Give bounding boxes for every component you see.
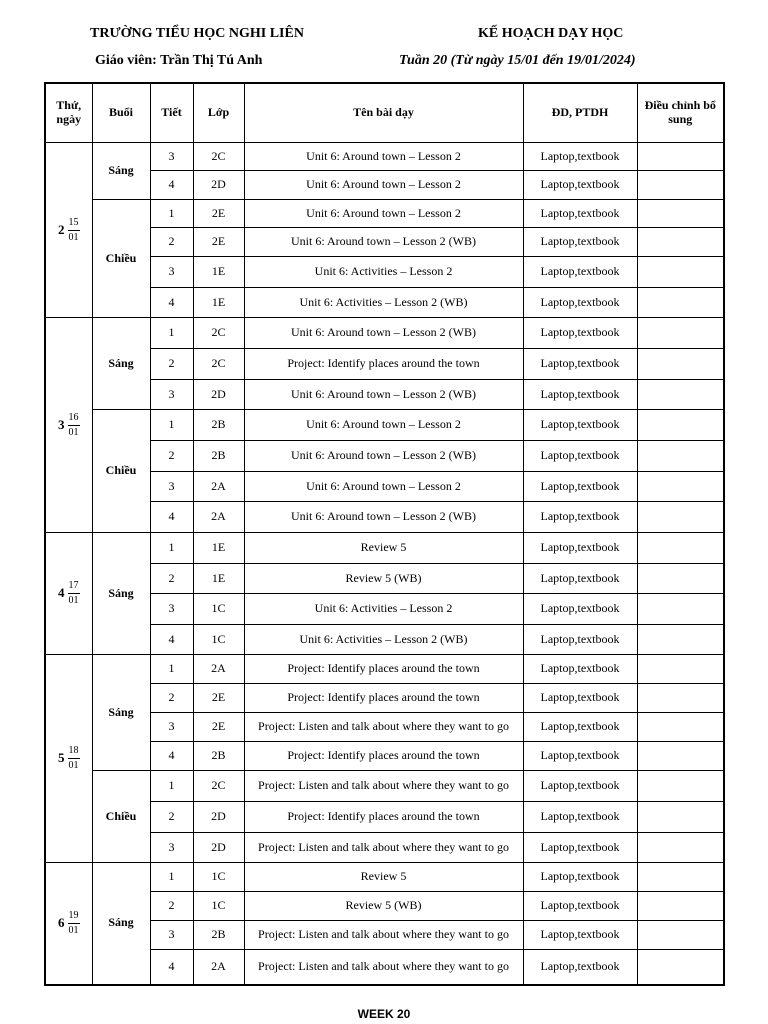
equipment-cell: Laptop,textbook — [523, 257, 637, 288]
equipment-cell: Laptop,textbook — [523, 713, 637, 742]
period-cell: 2 — [150, 349, 193, 380]
adjust-cell — [637, 625, 724, 655]
date-day: 16 — [68, 413, 80, 426]
adjust-cell — [637, 143, 724, 171]
class-cell: 2D — [193, 380, 244, 410]
class-cell: 2E — [193, 684, 244, 713]
lesson-cell: Review 5 (WB) — [244, 564, 523, 594]
lesson-cell: Unit 6: Around town – Lesson 2 (WB) — [244, 228, 523, 257]
equipment-cell: Laptop,textbook — [523, 594, 637, 625]
day-cell — [45, 318, 92, 533]
class-cell: 2A — [193, 655, 244, 684]
table-row — [45, 863, 724, 892]
class-cell: 2C — [193, 771, 244, 802]
table-body — [45, 143, 724, 985]
equipment-cell: Laptop,textbook — [523, 863, 637, 892]
date-month: 01 — [68, 231, 79, 243]
adjust-cell — [637, 684, 724, 713]
period-cell: 1 — [150, 771, 193, 802]
period-cell: 2 — [150, 441, 193, 472]
class-cell: 1C — [193, 863, 244, 892]
day-label — [58, 413, 80, 438]
period-cell: 2 — [150, 228, 193, 257]
equipment-cell: Laptop,textbook — [523, 684, 637, 713]
adjust-cell — [637, 349, 724, 380]
class-cell: 2C — [193, 143, 244, 171]
lesson-cell: Unit 6: Activities – Lesson 2 (WB) — [244, 625, 523, 655]
equipment-cell: Laptop,textbook — [523, 441, 637, 472]
period-cell: 4 — [150, 288, 193, 318]
equipment-cell: Laptop,textbook — [523, 564, 637, 594]
period-cell: 4 — [150, 742, 193, 771]
adjust-cell — [637, 655, 724, 684]
day-date-fraction — [68, 581, 80, 606]
adjust-cell — [637, 502, 724, 533]
table-row — [45, 533, 724, 564]
period-cell: 4 — [150, 502, 193, 533]
class-cell: 2D — [193, 802, 244, 833]
adjust-cell — [637, 472, 724, 502]
period-cell: 2 — [150, 802, 193, 833]
day-label — [58, 218, 80, 243]
lesson-cell: Unit 6: Around town – Lesson 2 — [244, 171, 523, 200]
day-cell — [45, 655, 92, 863]
lesson-cell: Project: Listen and talk about where they want to go — [244, 950, 523, 985]
header-class: Lớp — [193, 83, 244, 143]
class-cell: 1E — [193, 533, 244, 564]
day-date-fraction — [68, 746, 80, 771]
class-cell: 2E — [193, 228, 244, 257]
day-cell — [45, 533, 92, 655]
equipment-cell: Laptop,textbook — [523, 349, 637, 380]
adjust-cell — [637, 171, 724, 200]
weekday-number: 6 — [58, 914, 65, 930]
equipment-cell: Laptop,textbook — [523, 502, 637, 533]
plan-title: KẾ HOẠCH DẠY HỌC — [478, 26, 624, 41]
class-cell: 1E — [193, 564, 244, 594]
period-cell: 1 — [150, 410, 193, 441]
adjust-cell — [637, 200, 724, 228]
class-cell: 2C — [193, 349, 244, 380]
class-cell: 2E — [193, 200, 244, 228]
adjust-cell — [637, 441, 724, 472]
period-cell: 4 — [150, 171, 193, 200]
equipment-cell: Laptop,textbook — [523, 833, 637, 863]
lesson-cell: Project: Identify places around the town — [244, 742, 523, 771]
class-cell: 2C — [193, 318, 244, 349]
header-lesson: Tên bài dạy — [244, 83, 523, 143]
day-cell — [45, 863, 92, 985]
lesson-cell: Project: Identify places around the town — [244, 802, 523, 833]
period-cell: 3 — [150, 257, 193, 288]
adjust-cell — [637, 228, 724, 257]
adjust-cell — [637, 713, 724, 742]
day-label — [58, 581, 80, 606]
day-date-fraction — [68, 413, 80, 438]
equipment-cell: Laptop,textbook — [523, 771, 637, 802]
header-session: Buổi — [92, 83, 150, 143]
day-date-fraction — [68, 911, 80, 936]
adjust-cell — [637, 380, 724, 410]
equipment-cell: Laptop,textbook — [523, 742, 637, 771]
period-cell: 2 — [150, 564, 193, 594]
day-cell — [45, 143, 92, 318]
equipment-cell: Laptop,textbook — [523, 892, 637, 921]
period-cell: 3 — [150, 713, 193, 742]
header-row — [45, 83, 724, 143]
adjust-cell — [637, 950, 724, 985]
day-date-fraction — [68, 218, 80, 243]
lesson-cell: Unit 6: Activities – Lesson 2 (WB) — [244, 288, 523, 318]
header-period: Tiết — [150, 83, 193, 143]
session-cell: Sáng — [92, 143, 150, 200]
period-cell: 2 — [150, 684, 193, 713]
lesson-cell: Project: Listen and talk about where they want to go — [244, 833, 523, 863]
lesson-cell: Unit 6: Around town – Lesson 2 (WB) — [244, 441, 523, 472]
school-name: TRƯỜNG TIỂU HỌC NGHI LIÊN — [90, 26, 304, 41]
adjust-cell — [637, 863, 724, 892]
lesson-cell: Unit 6: Around town – Lesson 2 — [244, 410, 523, 441]
adjust-cell — [637, 288, 724, 318]
lesson-cell: Project: Identify places around the town — [244, 655, 523, 684]
equipment-cell: Laptop,textbook — [523, 200, 637, 228]
day-label — [58, 911, 80, 936]
equipment-cell: Laptop,textbook — [523, 318, 637, 349]
date-month: 01 — [68, 595, 79, 606]
lesson-cell: Unit 6: Around town – Lesson 2 — [244, 472, 523, 502]
table-row — [45, 771, 724, 802]
session-cell: Sáng — [92, 533, 150, 655]
date-day: 15 — [68, 218, 80, 231]
lesson-cell: Project: Identify places around the town — [244, 684, 523, 713]
equipment-cell: Laptop,textbook — [523, 171, 637, 200]
adjust-cell — [637, 257, 724, 288]
date-day: 18 — [68, 746, 80, 759]
table-row — [45, 655, 724, 684]
class-cell: 2A — [193, 502, 244, 533]
lesson-cell: Unit 6: Around town – Lesson 2 (WB) — [244, 380, 523, 410]
day-label — [58, 746, 80, 771]
adjust-cell — [637, 410, 724, 441]
equipment-cell: Laptop,textbook — [523, 472, 637, 502]
date-month: 01 — [68, 760, 79, 771]
class-cell: 1E — [193, 288, 244, 318]
teaching-plan-table — [44, 82, 725, 986]
header-day: Thứ, ngày — [45, 83, 92, 143]
teacher-name: Giáo viên: Trần Thị Tú Anh — [95, 53, 263, 68]
lesson-cell: Project: Listen and talk about where they want to go — [244, 713, 523, 742]
period-cell: 3 — [150, 143, 193, 171]
class-cell: 2E — [193, 713, 244, 742]
header-equipment: ĐD, PTDH — [523, 83, 637, 143]
session-cell: Chiều — [92, 771, 150, 863]
date-day: 19 — [68, 911, 80, 924]
lesson-cell: Unit 6: Activities – Lesson 2 — [244, 594, 523, 625]
equipment-cell: Laptop,textbook — [523, 143, 637, 171]
class-cell: 2A — [193, 950, 244, 985]
class-cell: 2D — [193, 833, 244, 863]
adjust-cell — [637, 594, 724, 625]
class-cell: 2B — [193, 742, 244, 771]
equipment-cell: Laptop,textbook — [523, 228, 637, 257]
adjust-cell — [637, 771, 724, 802]
equipment-cell: Laptop,textbook — [523, 802, 637, 833]
period-cell: 1 — [150, 318, 193, 349]
lesson-cell: Unit 6: Around town – Lesson 2 (WB) — [244, 502, 523, 533]
equipment-cell: Laptop,textbook — [523, 380, 637, 410]
date-month: 01 — [68, 924, 79, 936]
lesson-cell: Review 5 (WB) — [244, 892, 523, 921]
weekday-number: 3 — [58, 416, 65, 432]
table-row — [45, 143, 724, 171]
session-cell: Chiều — [92, 410, 150, 533]
class-cell: 2A — [193, 472, 244, 502]
week-range: Tuần 20 (Từ ngày 15/01 đến 19/01/2024) — [399, 53, 636, 68]
lesson-cell: Unit 6: Around town – Lesson 2 (WB) — [244, 318, 523, 349]
class-cell: 2D — [193, 171, 244, 200]
adjust-cell — [637, 533, 724, 564]
period-cell: 1 — [150, 533, 193, 564]
lesson-cell: Project: Identify places around the town — [244, 349, 523, 380]
footer-week-label: WEEK 20 — [357, 1007, 411, 1021]
session-cell: Chiều — [92, 200, 150, 318]
class-cell: 2B — [193, 441, 244, 472]
class-cell: 1E — [193, 257, 244, 288]
period-cell: 4 — [150, 625, 193, 655]
lesson-cell: Unit 6: Activities – Lesson 2 — [244, 257, 523, 288]
equipment-cell: Laptop,textbook — [523, 288, 637, 318]
class-cell: 1C — [193, 892, 244, 921]
equipment-cell: Laptop,textbook — [523, 533, 637, 564]
period-cell: 2 — [150, 892, 193, 921]
adjust-cell — [637, 921, 724, 950]
adjust-cell — [637, 742, 724, 771]
adjust-cell — [637, 833, 724, 863]
lesson-cell: Project: Listen and talk about where they want to go — [244, 771, 523, 802]
adjust-cell — [637, 564, 724, 594]
adjust-cell — [637, 892, 724, 921]
class-cell: 2B — [193, 410, 244, 441]
table-row — [45, 318, 724, 349]
equipment-cell: Laptop,textbook — [523, 950, 637, 985]
lesson-cell: Unit 6: Around town – Lesson 2 — [244, 200, 523, 228]
weekday-number: 5 — [58, 750, 65, 766]
lesson-cell: Review 5 — [244, 863, 523, 892]
period-cell: 4 — [150, 950, 193, 985]
period-cell: 3 — [150, 921, 193, 950]
class-cell: 1C — [193, 625, 244, 655]
session-cell: Sáng — [92, 318, 150, 410]
equipment-cell: Laptop,textbook — [523, 921, 637, 950]
lesson-cell: Review 5 — [244, 533, 523, 564]
date-month: 01 — [68, 426, 79, 438]
period-cell: 3 — [150, 472, 193, 502]
table-row — [45, 200, 724, 228]
header-adjust: Điều chỉnh bổ sung — [637, 83, 724, 143]
period-cell: 3 — [150, 380, 193, 410]
equipment-cell: Laptop,textbook — [523, 410, 637, 441]
period-cell: 3 — [150, 594, 193, 625]
adjust-cell — [637, 802, 724, 833]
table-row — [45, 410, 724, 441]
period-cell: 1 — [150, 200, 193, 228]
equipment-cell: Laptop,textbook — [523, 655, 637, 684]
lesson-cell: Project: Listen and talk about where they want to go — [244, 921, 523, 950]
period-cell: 1 — [150, 655, 193, 684]
class-cell: 1C — [193, 594, 244, 625]
session-cell: Sáng — [92, 655, 150, 771]
adjust-cell — [637, 318, 724, 349]
weekday-number: 2 — [58, 221, 65, 237]
date-day: 17 — [68, 581, 80, 594]
equipment-cell: Laptop,textbook — [523, 625, 637, 655]
session-cell: Sáng — [92, 863, 150, 985]
period-cell: 3 — [150, 833, 193, 863]
lesson-cell: Unit 6: Around town – Lesson 2 — [244, 143, 523, 171]
period-cell: 1 — [150, 863, 193, 892]
weekday-number: 4 — [58, 585, 65, 601]
class-cell: 2B — [193, 921, 244, 950]
